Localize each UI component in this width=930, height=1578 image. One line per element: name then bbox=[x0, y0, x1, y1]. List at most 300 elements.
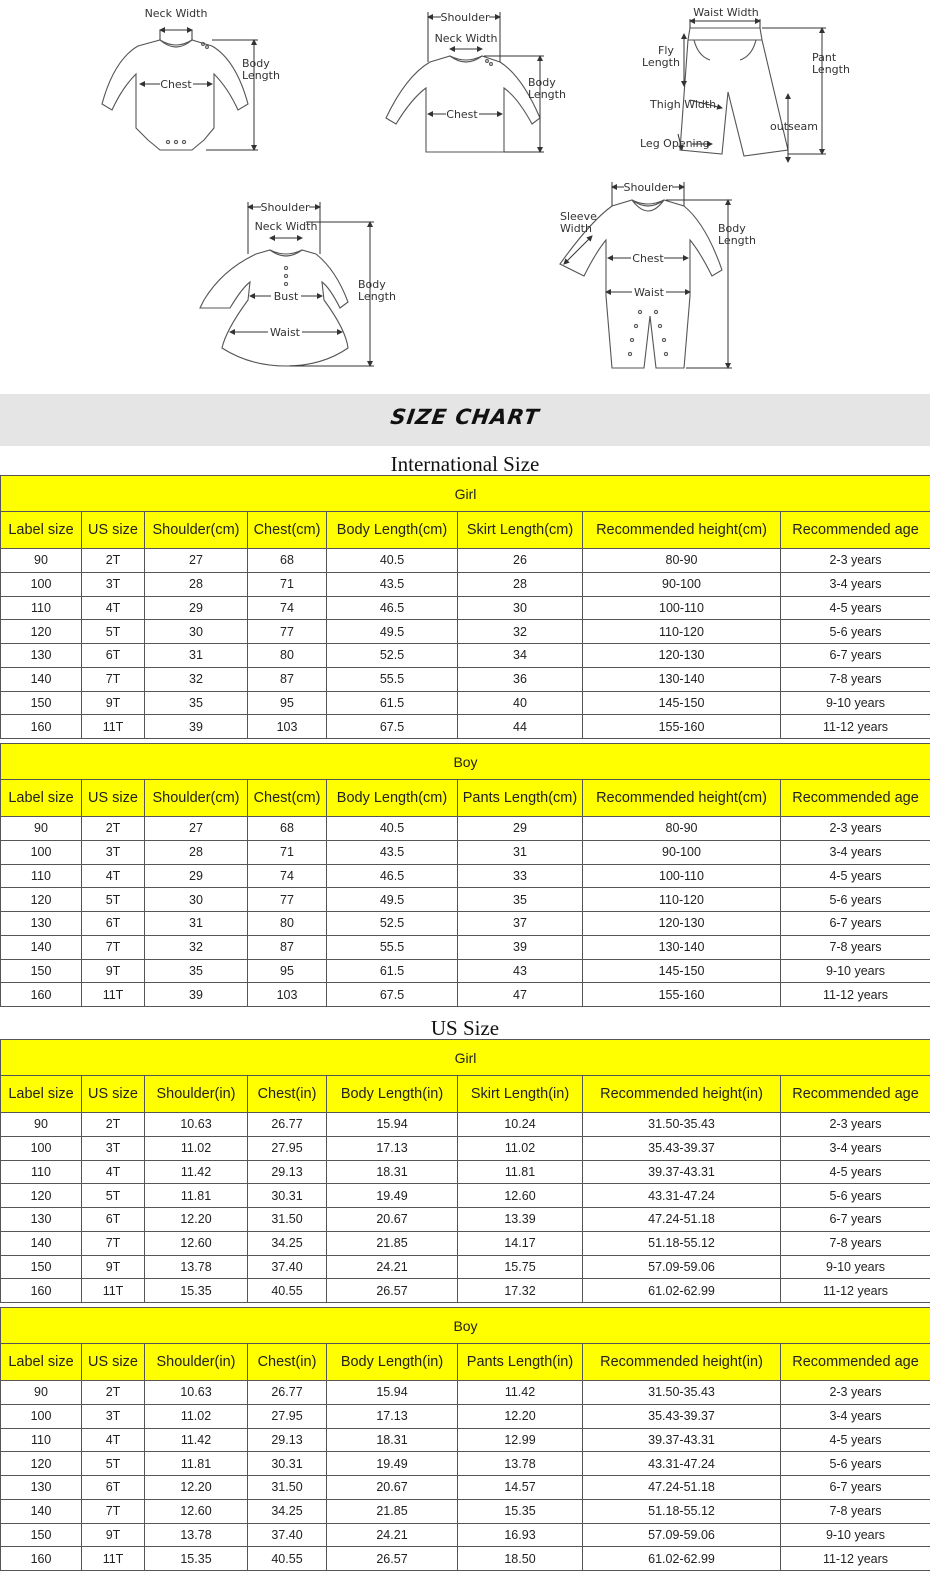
table-cell: 46.5 bbox=[327, 864, 458, 888]
table-cell: 47 bbox=[458, 983, 583, 1007]
table-row bbox=[1, 1381, 930, 1405]
table-cell: 43.31-47.24 bbox=[583, 1184, 781, 1208]
table-cell: 51.18-55.12 bbox=[583, 1499, 781, 1523]
table-row bbox=[1, 1476, 930, 1500]
table-cell: 18.50 bbox=[458, 1547, 583, 1571]
table-row bbox=[1, 1547, 930, 1571]
dress-body-label: Body bbox=[358, 278, 386, 291]
table-cell: 15.35 bbox=[145, 1279, 248, 1303]
table-cell: 160 bbox=[1, 1279, 82, 1303]
table-cell: 37.40 bbox=[248, 1255, 327, 1279]
size-chart-banner bbox=[0, 394, 930, 446]
table-row bbox=[1, 1160, 930, 1184]
table-cell: 11.42 bbox=[458, 1381, 583, 1405]
table-cell: 7-8 years bbox=[781, 1231, 930, 1255]
table-cell: 31.50 bbox=[248, 1476, 327, 1500]
table-cell: 46.5 bbox=[327, 596, 458, 620]
column-header: US size bbox=[82, 1344, 145, 1381]
table-row bbox=[1, 840, 930, 864]
table-row bbox=[1, 644, 930, 668]
table-row bbox=[1, 959, 930, 983]
table-cell: 4-5 years bbox=[781, 1428, 930, 1452]
jumpsuit-diagram bbox=[560, 180, 756, 368]
table-cell: 11-12 years bbox=[781, 983, 930, 1007]
jumpsuit-shoulder-label: Shoulder bbox=[623, 181, 673, 194]
column-header: US size bbox=[82, 780, 145, 817]
table-cell: 19.49 bbox=[327, 1184, 458, 1208]
table-cell: 6-7 years bbox=[781, 1476, 930, 1500]
table-cell: 130 bbox=[1, 1208, 82, 1232]
table-cell: 40 bbox=[458, 691, 583, 715]
pants-fly-length-label: Length bbox=[642, 56, 680, 69]
table-cell: 3T bbox=[82, 1404, 145, 1428]
table-cell: 61.02-62.99 bbox=[583, 1547, 781, 1571]
table-row bbox=[1, 1113, 930, 1137]
table-row bbox=[1, 596, 930, 620]
shirt-diagram bbox=[386, 10, 566, 152]
table-cell: 40.55 bbox=[248, 1547, 327, 1571]
table-cell: 140 bbox=[1, 935, 82, 959]
jumpsuit-waist-label: Waist bbox=[633, 286, 665, 299]
dress-bust-label: Bust bbox=[273, 290, 299, 303]
table-cell: 5-6 years bbox=[781, 1184, 930, 1208]
table-cell: 52.5 bbox=[327, 912, 458, 936]
table-cell: 155-160 bbox=[583, 715, 781, 739]
table-cell: 27.95 bbox=[248, 1136, 327, 1160]
table-row bbox=[1, 1428, 930, 1452]
table-cell: 11.81 bbox=[145, 1184, 248, 1208]
table-cell: 110 bbox=[1, 1160, 82, 1184]
column-header: Recommended height(cm) bbox=[583, 780, 781, 817]
table-cell: 4T bbox=[82, 864, 145, 888]
column-header: Body Length(in) bbox=[327, 1076, 458, 1113]
table-cell: 61.5 bbox=[327, 691, 458, 715]
table-cell: 30 bbox=[458, 596, 583, 620]
table-cell: 71 bbox=[248, 572, 327, 596]
pants-pant-length-label: Length bbox=[812, 63, 850, 76]
table-cell: 24.21 bbox=[327, 1523, 458, 1547]
table-cell: 36 bbox=[458, 667, 583, 691]
table-cell: 6T bbox=[82, 1208, 145, 1232]
table-cell: 28 bbox=[458, 572, 583, 596]
table-cell: 10.24 bbox=[458, 1113, 583, 1137]
column-header: Recommended height(in) bbox=[583, 1076, 781, 1113]
table-cell: 6-7 years bbox=[781, 1208, 930, 1232]
table-cell: 90-100 bbox=[583, 840, 781, 864]
table-cell: 2-3 years bbox=[781, 1113, 930, 1137]
dress-shoulder-label: Shoulder bbox=[260, 201, 310, 214]
table-cell: 12.60 bbox=[145, 1231, 248, 1255]
table-cell: 120 bbox=[1, 888, 82, 912]
table-header-row bbox=[1, 512, 930, 549]
international-size-title: International Size bbox=[390, 452, 540, 476]
table-cell: 4-5 years bbox=[781, 864, 930, 888]
table-cell: 9-10 years bbox=[781, 1523, 930, 1547]
table-cell: 100 bbox=[1, 1404, 82, 1428]
table-cell: 100 bbox=[1, 840, 82, 864]
table-cell: 40.55 bbox=[248, 1279, 327, 1303]
table-header-row bbox=[1, 1076, 930, 1113]
table-cell: 160 bbox=[1, 983, 82, 1007]
table-cell: 29.13 bbox=[248, 1160, 327, 1184]
table-cell: 5T bbox=[82, 888, 145, 912]
group-label: Boy bbox=[1, 744, 930, 780]
table-row bbox=[1, 1136, 930, 1160]
column-header: Chest(cm) bbox=[248, 512, 327, 549]
column-header: Chest(in) bbox=[248, 1344, 327, 1381]
table-cell: 35 bbox=[458, 888, 583, 912]
table-cell: 140 bbox=[1, 1499, 82, 1523]
table-cell: 15.94 bbox=[327, 1113, 458, 1137]
romper-length-label: Length bbox=[242, 69, 280, 82]
table-cell: 49.5 bbox=[327, 888, 458, 912]
table-cell: 11T bbox=[82, 715, 145, 739]
column-header: Pants Length(cm) bbox=[458, 780, 583, 817]
table-cell: 27 bbox=[145, 549, 248, 573]
table-cell: 71 bbox=[248, 840, 327, 864]
table-cell: 13.78 bbox=[145, 1255, 248, 1279]
table-cell: 9T bbox=[82, 691, 145, 715]
table-cell: 35.43-39.37 bbox=[583, 1136, 781, 1160]
table-cell: 33 bbox=[458, 864, 583, 888]
table-cell: 40.5 bbox=[327, 817, 458, 841]
table-cell: 130 bbox=[1, 644, 82, 668]
column-header: Chest(in) bbox=[248, 1076, 327, 1113]
table-cell: 10.63 bbox=[145, 1381, 248, 1405]
table-cell: 24.21 bbox=[327, 1255, 458, 1279]
table-cell: 90 bbox=[1, 1113, 82, 1137]
table-cell: 155-160 bbox=[583, 983, 781, 1007]
table-cell: 31.50-35.43 bbox=[583, 1381, 781, 1405]
table-cell: 120 bbox=[1, 1452, 82, 1476]
table-cell: 100 bbox=[1, 1136, 82, 1160]
intl-boy-table bbox=[0, 743, 930, 1007]
table-cell: 2T bbox=[82, 817, 145, 841]
table-cell: 120-130 bbox=[583, 644, 781, 668]
table-cell: 13.78 bbox=[458, 1452, 583, 1476]
table-cell: 90-100 bbox=[583, 572, 781, 596]
table-cell: 130 bbox=[1, 912, 82, 936]
column-header: Label size bbox=[1, 1344, 82, 1381]
table-cell: 4T bbox=[82, 596, 145, 620]
table-cell: 61.02-62.99 bbox=[583, 1279, 781, 1303]
table-cell: 31 bbox=[458, 840, 583, 864]
table-cell: 68 bbox=[248, 817, 327, 841]
table-row bbox=[1, 1231, 930, 1255]
table-row bbox=[1, 549, 930, 573]
table-cell: 51.18-55.12 bbox=[583, 1231, 781, 1255]
table-cell: 55.5 bbox=[327, 935, 458, 959]
table-cell: 17.13 bbox=[327, 1136, 458, 1160]
table-cell: 11T bbox=[82, 1547, 145, 1571]
table-cell: 6-7 years bbox=[781, 644, 930, 668]
table-cell: 145-150 bbox=[583, 959, 781, 983]
table-cell: 77 bbox=[248, 620, 327, 644]
pants-fly-label: Fly bbox=[658, 44, 674, 57]
table-cell: 130-140 bbox=[583, 935, 781, 959]
table-cell: 87 bbox=[248, 935, 327, 959]
table-cell: 20.67 bbox=[327, 1476, 458, 1500]
shirt-chest-label: Chest bbox=[446, 108, 478, 121]
table-cell: 9T bbox=[82, 1255, 145, 1279]
table-header-row bbox=[1, 780, 930, 817]
table-cell: 90 bbox=[1, 817, 82, 841]
table-cell: 11.42 bbox=[145, 1160, 248, 1184]
table-row bbox=[1, 935, 930, 959]
table-row bbox=[1, 1184, 930, 1208]
table-cell: 35 bbox=[145, 959, 248, 983]
table-cell: 12.20 bbox=[145, 1208, 248, 1232]
column-header: Chest(cm) bbox=[248, 780, 327, 817]
table-cell: 80 bbox=[248, 912, 327, 936]
table-cell: 110 bbox=[1, 596, 82, 620]
jumpsuit-body-label: Body bbox=[718, 222, 746, 235]
table-cell: 39 bbox=[145, 983, 248, 1007]
table-cell: 47.24-51.18 bbox=[583, 1476, 781, 1500]
table-cell: 14.57 bbox=[458, 1476, 583, 1500]
table-cell: 30 bbox=[145, 888, 248, 912]
table-row bbox=[1, 572, 930, 596]
table-cell: 4T bbox=[82, 1160, 145, 1184]
table-cell: 40.5 bbox=[327, 549, 458, 573]
table-cell: 9T bbox=[82, 959, 145, 983]
jumpsuit-chest-label: Chest bbox=[632, 252, 664, 265]
table-cell: 2T bbox=[82, 1113, 145, 1137]
table-cell: 31.50-35.43 bbox=[583, 1113, 781, 1137]
table-cell: 20.67 bbox=[327, 1208, 458, 1232]
table-cell: 90 bbox=[1, 1381, 82, 1405]
dress-diagram bbox=[200, 200, 396, 366]
table-cell: 6T bbox=[82, 644, 145, 668]
table-cell: 120 bbox=[1, 620, 82, 644]
table-cell: 57.09-59.06 bbox=[583, 1255, 781, 1279]
column-header: Recommended age bbox=[781, 1344, 930, 1381]
table-cell: 32 bbox=[458, 620, 583, 644]
table-cell: 32 bbox=[145, 935, 248, 959]
table-cell: 120 bbox=[1, 1184, 82, 1208]
table-cell: 5-6 years bbox=[781, 1452, 930, 1476]
column-header: Shoulder(in) bbox=[145, 1344, 248, 1381]
pants-leg-opening-label: Leg Opening bbox=[640, 137, 710, 150]
dress-waist-label: Waist bbox=[269, 326, 301, 339]
table-cell: 35 bbox=[145, 691, 248, 715]
table-cell: 5T bbox=[82, 620, 145, 644]
table-cell: 39.37-43.31 bbox=[583, 1160, 781, 1184]
table-row bbox=[1, 864, 930, 888]
table-cell: 11T bbox=[82, 983, 145, 1007]
table-cell: 3-4 years bbox=[781, 1404, 930, 1428]
table-cell: 30.31 bbox=[248, 1452, 327, 1476]
table-cell: 17.32 bbox=[458, 1279, 583, 1303]
table-cell: 27 bbox=[145, 817, 248, 841]
table-cell: 18.31 bbox=[327, 1160, 458, 1184]
table-cell: 110-120 bbox=[583, 620, 781, 644]
table-cell: 12.60 bbox=[458, 1184, 583, 1208]
table-cell: 52.5 bbox=[327, 644, 458, 668]
column-header: Shoulder(cm) bbox=[145, 512, 248, 549]
table-cell: 11-12 years bbox=[781, 715, 930, 739]
table-cell: 7T bbox=[82, 935, 145, 959]
table-cell: 29 bbox=[458, 817, 583, 841]
table-cell: 4-5 years bbox=[781, 1160, 930, 1184]
pants-waist-width-label: Waist Width bbox=[693, 6, 759, 19]
table-cell: 110-120 bbox=[583, 888, 781, 912]
jumpsuit-sleeve-width-label: Width bbox=[560, 222, 592, 235]
table-cell: 2-3 years bbox=[781, 1381, 930, 1405]
column-header: Body Length(in) bbox=[327, 1344, 458, 1381]
table-cell: 3-4 years bbox=[781, 1136, 930, 1160]
table-cell: 29 bbox=[145, 864, 248, 888]
table-cell: 15.35 bbox=[458, 1499, 583, 1523]
group-label: Girl bbox=[1, 1040, 930, 1076]
table-cell: 28 bbox=[145, 840, 248, 864]
table-cell: 21.85 bbox=[327, 1499, 458, 1523]
table-cell: 29 bbox=[145, 596, 248, 620]
table-cell: 15.35 bbox=[145, 1547, 248, 1571]
table-cell: 11-12 years bbox=[781, 1279, 930, 1303]
table-cell: 2T bbox=[82, 1381, 145, 1405]
romper-diagram bbox=[102, 7, 280, 150]
table-cell: 145-150 bbox=[583, 691, 781, 715]
shirt-length-label: Length bbox=[528, 88, 566, 101]
table-cell: 9-10 years bbox=[781, 1255, 930, 1279]
table-header-row bbox=[1, 1344, 930, 1381]
table-cell: 11-12 years bbox=[781, 1547, 930, 1571]
table-cell: 95 bbox=[248, 959, 327, 983]
table-row bbox=[1, 620, 930, 644]
pants-thigh-width-label: Thigh Width bbox=[650, 98, 717, 111]
column-header: Label size bbox=[1, 1076, 82, 1113]
table-row bbox=[1, 888, 930, 912]
table-cell: 3T bbox=[82, 840, 145, 864]
dress-length-label: Length bbox=[358, 290, 396, 303]
table-cell: 26.57 bbox=[327, 1547, 458, 1571]
table-cell: 6T bbox=[82, 912, 145, 936]
table-cell: 30 bbox=[145, 620, 248, 644]
table-cell: 13.39 bbox=[458, 1208, 583, 1232]
us-girl-table bbox=[0, 1039, 930, 1303]
table-cell: 150 bbox=[1, 1255, 82, 1279]
group-label: Boy bbox=[1, 1308, 930, 1344]
column-header: Skirt Length(in) bbox=[458, 1076, 583, 1113]
table-row bbox=[1, 691, 930, 715]
table-row bbox=[1, 1255, 930, 1279]
table-row bbox=[1, 715, 930, 739]
table-cell: 95 bbox=[248, 691, 327, 715]
table-cell: 2-3 years bbox=[781, 549, 930, 573]
table-cell: 4-5 years bbox=[781, 596, 930, 620]
table-cell: 2T bbox=[82, 549, 145, 573]
table-cell: 6-7 years bbox=[781, 912, 930, 936]
table-cell: 29.13 bbox=[248, 1428, 327, 1452]
table-cell: 31 bbox=[145, 644, 248, 668]
table-cell: 49.5 bbox=[327, 620, 458, 644]
column-header: Body Length(cm) bbox=[327, 512, 458, 549]
table-cell: 150 bbox=[1, 691, 82, 715]
table-cell: 5T bbox=[82, 1452, 145, 1476]
table-cell: 21.85 bbox=[327, 1231, 458, 1255]
table-cell: 17.13 bbox=[327, 1404, 458, 1428]
table-row bbox=[1, 817, 930, 841]
column-header: Label size bbox=[1, 512, 82, 549]
table-cell: 130 bbox=[1, 1476, 82, 1500]
table-cell: 39 bbox=[458, 935, 583, 959]
table-cell: 140 bbox=[1, 667, 82, 691]
table-cell: 11.81 bbox=[145, 1452, 248, 1476]
table-cell: 67.5 bbox=[327, 715, 458, 739]
table-cell: 77 bbox=[248, 888, 327, 912]
table-cell: 110 bbox=[1, 864, 82, 888]
us-boy-table bbox=[0, 1307, 930, 1571]
table-cell: 130-140 bbox=[583, 667, 781, 691]
table-cell: 18.31 bbox=[327, 1428, 458, 1452]
column-header: Recommended height(cm) bbox=[583, 512, 781, 549]
table-row bbox=[1, 1523, 930, 1547]
table-cell: 103 bbox=[248, 983, 327, 1007]
table-cell: 150 bbox=[1, 959, 82, 983]
table-cell: 5-6 years bbox=[781, 620, 930, 644]
table-cell: 43.5 bbox=[327, 572, 458, 596]
table-cell: 13.78 bbox=[145, 1523, 248, 1547]
table-cell: 19.49 bbox=[327, 1452, 458, 1476]
table-cell: 80-90 bbox=[583, 549, 781, 573]
table-cell: 34 bbox=[458, 644, 583, 668]
table-cell: 35.43-39.37 bbox=[583, 1404, 781, 1428]
table-cell: 68 bbox=[248, 549, 327, 573]
table-cell: 26.77 bbox=[248, 1113, 327, 1137]
column-header: Shoulder(cm) bbox=[145, 780, 248, 817]
table-cell: 55.5 bbox=[327, 667, 458, 691]
column-header: US size bbox=[82, 512, 145, 549]
table-row bbox=[1, 1499, 930, 1523]
table-cell: 14.17 bbox=[458, 1231, 583, 1255]
jumpsuit-length-label: Length bbox=[718, 234, 756, 247]
table-cell: 47.24-51.18 bbox=[583, 1208, 781, 1232]
table-cell: 11.42 bbox=[145, 1428, 248, 1452]
table-cell: 44 bbox=[458, 715, 583, 739]
table-cell: 31.50 bbox=[248, 1208, 327, 1232]
table-cell: 37.40 bbox=[248, 1523, 327, 1547]
table-cell: 100-110 bbox=[583, 864, 781, 888]
us-size-title: US Size bbox=[430, 1016, 500, 1040]
column-header: Body Length(cm) bbox=[327, 780, 458, 817]
table-cell: 7-8 years bbox=[781, 667, 930, 691]
table-cell: 11T bbox=[82, 1279, 145, 1303]
shirt-shoulder-label: Shoulder bbox=[440, 11, 490, 24]
table-cell: 12.60 bbox=[145, 1499, 248, 1523]
shirt-neck-width-label: Neck Width bbox=[434, 32, 498, 45]
table-cell: 10.63 bbox=[145, 1113, 248, 1137]
table-cell: 80-90 bbox=[583, 817, 781, 841]
table-cell: 34.25 bbox=[248, 1231, 327, 1255]
pants-outseam-label: outseam bbox=[770, 120, 818, 133]
table-cell: 87 bbox=[248, 667, 327, 691]
table-cell: 3T bbox=[82, 1136, 145, 1160]
table-cell: 5-6 years bbox=[781, 888, 930, 912]
romper-neck-width-label: Neck Width bbox=[144, 7, 208, 20]
table-cell: 31 bbox=[145, 912, 248, 936]
table-cell: 26.77 bbox=[248, 1381, 327, 1405]
table-cell: 160 bbox=[1, 715, 82, 739]
table-cell: 103 bbox=[248, 715, 327, 739]
intl-girl-table bbox=[0, 475, 930, 739]
table-cell: 7T bbox=[82, 1499, 145, 1523]
table-cell: 4T bbox=[82, 1428, 145, 1452]
table-cell: 11.02 bbox=[458, 1136, 583, 1160]
table-cell: 12.20 bbox=[145, 1476, 248, 1500]
table-row bbox=[1, 983, 930, 1007]
table-cell: 5T bbox=[82, 1184, 145, 1208]
